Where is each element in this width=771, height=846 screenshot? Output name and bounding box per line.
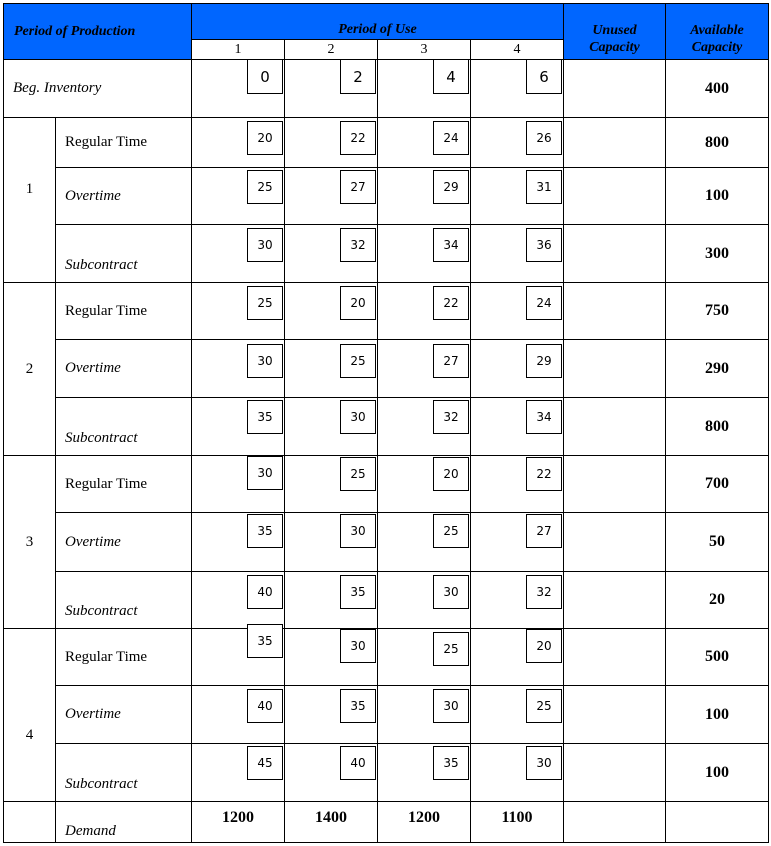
- unit-cost-box: 40: [340, 746, 376, 780]
- unit-cost-box: 30: [526, 746, 562, 780]
- unit-cost-box: 25: [247, 286, 283, 320]
- demand-value: 1200: [191, 801, 284, 842]
- unused-capacity-cell: [563, 339, 665, 397]
- row-label-regular-time: Regular Time: [55, 628, 191, 685]
- unit-cost-box: 25: [340, 344, 376, 378]
- row-label-subcontract: Subcontract: [55, 224, 191, 282]
- row-label-subcontract: Subcontract: [55, 397, 191, 455]
- unit-cost-box: 25: [247, 170, 283, 204]
- row-label-overtime: Overtime: [55, 512, 191, 571]
- unit-cost-box: 0: [247, 60, 283, 94]
- unit-cost-box: 30: [433, 689, 469, 723]
- unit-cost-box: 34: [433, 228, 469, 262]
- available-capacity-value: 300: [665, 224, 768, 282]
- beg-inventory-label: Beg. Inventory: [3, 59, 191, 117]
- table-bottom-border: [3, 842, 769, 843]
- unit-cost-box: 36: [526, 228, 562, 262]
- unit-cost-box: 27: [340, 170, 376, 204]
- unit-cost-box: 31: [526, 170, 562, 204]
- demand-spacer: [3, 801, 55, 842]
- unit-cost-box: 24: [433, 121, 469, 155]
- row-label-overtime: Overtime: [55, 167, 191, 224]
- table-right-border: [768, 3, 769, 842]
- production-period-4: 4: [3, 628, 55, 801]
- unit-cost-box: 20: [433, 457, 469, 491]
- unit-cost-box: 29: [433, 170, 469, 204]
- unit-cost-box: 4: [433, 60, 469, 94]
- unused-capacity-cell: [563, 571, 665, 628]
- period-of-use-col-2: 2: [284, 39, 377, 59]
- period-of-use-header: Period of Use: [191, 3, 563, 39]
- unit-cost-box: 45: [247, 746, 283, 780]
- row-label-subcontract: Subcontract: [55, 743, 191, 801]
- unit-cost-box: 22: [433, 286, 469, 320]
- unit-cost-box: 35: [340, 575, 376, 609]
- demand-value: 1200: [377, 801, 470, 842]
- unit-cost-box: 22: [340, 121, 376, 155]
- production-period-3: 3: [3, 455, 55, 628]
- unit-cost-box: 20: [247, 121, 283, 155]
- unit-cost-box: 25: [340, 457, 376, 491]
- unit-cost-box: 27: [526, 514, 562, 548]
- unit-cost-box: 6: [526, 60, 562, 94]
- unit-cost-box: 25: [433, 514, 469, 548]
- unit-cost-box: 30: [247, 344, 283, 378]
- row-label-overtime: Overtime: [55, 685, 191, 743]
- unit-cost-box: 27: [433, 344, 469, 378]
- unit-cost-box: 22: [526, 457, 562, 491]
- unit-cost-box: 26: [526, 121, 562, 155]
- unit-cost-box: 35: [433, 746, 469, 780]
- period-of-use-col-3: 3: [377, 39, 470, 59]
- period-of-use-col-4: 4: [470, 39, 563, 59]
- unit-cost-box: 20: [340, 286, 376, 320]
- unit-cost-box: 30: [247, 456, 283, 490]
- unit-cost-box: 30: [340, 400, 376, 434]
- unused-capacity-cell: [563, 455, 665, 512]
- unit-cost-box: 35: [247, 514, 283, 548]
- unit-cost-box: 20: [526, 629, 562, 663]
- available-capacity-value: 100: [665, 167, 768, 224]
- unused-capacity-cell: [563, 167, 665, 224]
- unit-cost-box: 30: [247, 228, 283, 262]
- row-label-overtime: Overtime: [55, 339, 191, 397]
- unit-cost-box: 32: [526, 575, 562, 609]
- available-capacity-value: 800: [665, 117, 768, 167]
- available-capacity-value: 50: [665, 512, 768, 571]
- unused-capacity-cell: [563, 282, 665, 339]
- unused-capacity-cell: [563, 628, 665, 685]
- available-capacity-header: Available Capacity: [665, 3, 768, 59]
- available-capacity-value: 20: [665, 571, 768, 628]
- unit-cost-box: 24: [526, 286, 562, 320]
- unit-cost-box: 40: [247, 689, 283, 723]
- unit-cost-box: 40: [247, 575, 283, 609]
- unit-cost-box: 2: [340, 60, 376, 94]
- unit-cost-box: 30: [340, 514, 376, 548]
- unit-cost-box: 29: [526, 344, 562, 378]
- available-capacity-value: 100: [665, 685, 768, 743]
- unit-cost-box: 32: [433, 400, 469, 434]
- available-capacity-value: 800: [665, 397, 768, 455]
- row-label-regular-time: Regular Time: [55, 282, 191, 339]
- production-period-2: 2: [3, 282, 55, 455]
- row-label-regular-time: Regular Time: [55, 117, 191, 167]
- available-capacity-value: 100: [665, 743, 768, 801]
- demand-value: 1400: [284, 801, 377, 842]
- available-capacity-value: 290: [665, 339, 768, 397]
- production-period-1: 1: [3, 117, 55, 282]
- unused-capacity-cell: [563, 801, 665, 842]
- available-capacity-value: 500: [665, 628, 768, 685]
- unit-cost-box: 30: [433, 575, 469, 609]
- available-capacity-value: 700: [665, 455, 768, 512]
- unit-cost-box: 30: [340, 629, 376, 663]
- unused-capacity-cell: [563, 512, 665, 571]
- unit-cost-box: 25: [433, 632, 469, 666]
- unit-cost-box: 32: [340, 228, 376, 262]
- period-of-use-col-1: 1: [191, 39, 284, 59]
- available-capacity-value: 400: [665, 59, 768, 117]
- available-capacity-cell: [665, 801, 768, 842]
- unused-capacity-header: Unused Capacity: [563, 3, 665, 59]
- unused-capacity-cell: [563, 397, 665, 455]
- unused-capacity-cell: [563, 743, 665, 801]
- demand-value: 1100: [470, 801, 563, 842]
- unit-cost-box: 34: [526, 400, 562, 434]
- available-capacity-value: 750: [665, 282, 768, 339]
- period-of-production-header: Period of Production: [3, 3, 191, 59]
- row-label-regular-time: Regular Time: [55, 455, 191, 512]
- unit-cost-box: 25: [526, 689, 562, 723]
- demand-label: Demand: [55, 801, 191, 842]
- unit-cost-box: 35: [247, 624, 283, 658]
- unused-capacity-cell: [563, 685, 665, 743]
- unused-capacity-cell: [563, 224, 665, 282]
- unused-capacity-cell: [563, 117, 665, 167]
- unit-cost-box: 35: [247, 400, 283, 434]
- row-label-subcontract: Subcontract: [55, 571, 191, 628]
- unused-capacity-cell: [563, 59, 665, 117]
- unit-cost-box: 35: [340, 689, 376, 723]
